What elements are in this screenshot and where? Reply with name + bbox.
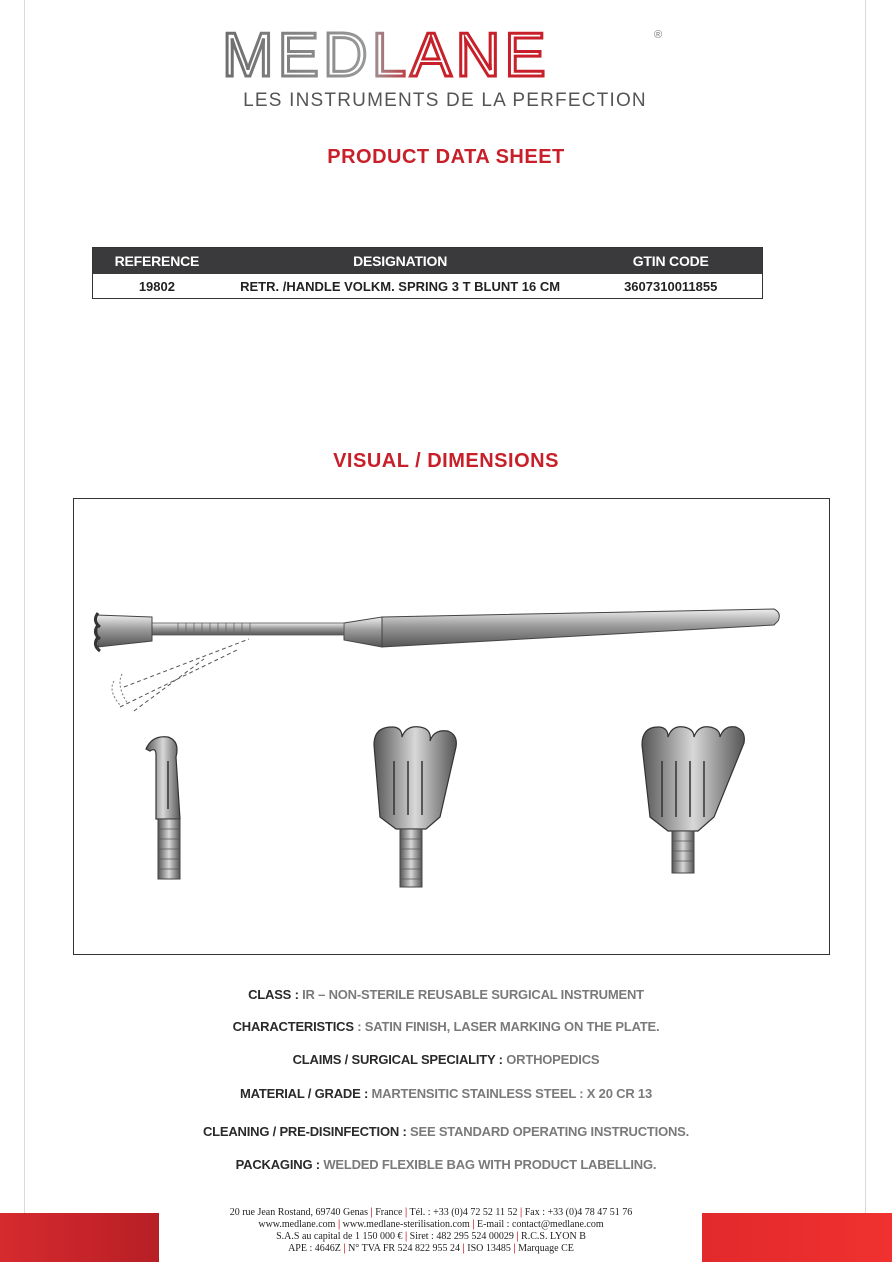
spec-value: ORTHOPEDICS — [502, 1052, 600, 1067]
footer-rcs: R.C.S. LYON B — [521, 1231, 586, 1242]
retractor-illustration — [95, 609, 779, 711]
header-gtin: GTIN CODE — [579, 248, 762, 275]
footer-siret: Siret : 482 295 524 00029 — [409, 1231, 514, 1242]
header-designation: DESIGNATION — [221, 248, 580, 275]
footer-line-company: S.A.S au capital de 1 150 000 € | Siret : 482 295 524 00029 | R.C.S. LYON B — [276, 1231, 586, 1242]
footer — [160, 1207, 702, 1255]
page-border-left — [24, 0, 25, 1262]
hook-1-tooth-icon — [146, 737, 180, 879]
spec-material — [0, 1086, 892, 1101]
page-border-right — [865, 0, 866, 1262]
medlane-logo — [222, 24, 672, 86]
registered-mark: ® — [654, 29, 663, 41]
footer-red-bar-right — [702, 1213, 892, 1262]
tagline: LES INSTRUMENTS DE LA PERFECTION — [243, 90, 647, 111]
footer-iso: ISO 13485 — [467, 1243, 511, 1254]
footer-line-address: 20 rue Jean Rostand, 69740 Genas | France | Tél. : +33 (0)4 72 52 11 52 | Fax : +33 (0)4 78 47 51 76 — [229, 1207, 633, 1218]
footer-tva: N° TVA FR 524 822 955 24 — [348, 1243, 461, 1254]
visual-dimensions-title: VISUAL / DIMENSIONS — [333, 450, 559, 472]
cell-reference: 19802 — [138, 278, 175, 294]
footer-ape: APE : 4646Z — [288, 1243, 341, 1254]
spec-value: MARTENSITIC STAINLESS STEEL : X 20 CR 13 — [368, 1086, 652, 1101]
spec-value: : SATIN FINISH, LASER MARKING ON THE PLATE. — [353, 1019, 660, 1034]
table-row — [93, 274, 763, 299]
cell-gtin: 3607310011855 — [624, 278, 718, 294]
spec-class — [0, 987, 892, 1002]
spec-label: CLASS : — [248, 987, 299, 1002]
table-header-row — [93, 248, 763, 275]
spec-label: PACKAGING : — [235, 1157, 320, 1172]
footer-line-web: www.medlane.com | www.medlane-sterilisation.com | E-mail : contact@medlane.com — [258, 1219, 604, 1230]
footer-phone: Tél. : +33 (0)4 72 52 11 52 — [409, 1207, 518, 1218]
visual-box — [73, 498, 830, 955]
spec-claims — [0, 1052, 892, 1067]
spec-characteristics — [0, 1019, 892, 1034]
product-data-sheet-title: PRODUCT DATA SHEET — [327, 146, 565, 168]
footer-country: France — [375, 1207, 403, 1218]
footer-address: 20 rue Jean Rostand, 69740 Genas — [229, 1207, 369, 1218]
spec-label: CHARACTERISTICS — [232, 1019, 354, 1034]
footer-line-legal: APE : 4646Z | N° TVA FR 524 822 955 24 | ISO 13485 | Marquage CE — [288, 1243, 574, 1254]
footer-ce: Marquage CE — [518, 1243, 574, 1254]
header-reference: REFERENCE — [93, 248, 221, 275]
spec-packaging — [0, 1157, 892, 1172]
reference-table — [92, 247, 763, 299]
footer-capital: S.A.S au capital de 1 150 000 € — [276, 1231, 403, 1242]
hook-3-teeth-icon — [374, 727, 456, 887]
footer-website-link[interactable]: www.medlane.com — [258, 1219, 336, 1230]
footer-fax: Fax : +33 (0)4 78 47 51 76 — [524, 1207, 633, 1218]
spec-cleaning — [0, 1124, 892, 1139]
footer-red-bar-left — [0, 1213, 159, 1262]
spec-label: CLAIMS / SURGICAL SPECIALITY : — [292, 1052, 503, 1067]
spec-label: MATERIAL / GRADE : — [240, 1086, 369, 1101]
hook-4-teeth-icon — [642, 727, 744, 873]
logo-wordmark: MEDLANE — [222, 24, 550, 86]
footer-sterilisation-link[interactable]: www.medlane-sterilisation.com — [342, 1219, 470, 1230]
spec-value: IR – NON-STERILE REUSABLE SURGICAL INSTRUMENT — [298, 987, 644, 1002]
spec-label: CLEANING / PRE-DISINFECTION : — [202, 1124, 407, 1139]
footer-email[interactable]: E-mail : contact@medlane.com — [476, 1219, 604, 1230]
spec-value: WELDED FLEXIBLE BAG WITH PRODUCT LABELLING. — [319, 1157, 657, 1172]
spec-value: SEE STANDARD OPERATING INSTRUCTIONS. — [406, 1124, 690, 1139]
cell-designation: RETR. /HANDLE VOLKM. SPRING 3 T BLUNT 16 CM — [240, 278, 561, 294]
